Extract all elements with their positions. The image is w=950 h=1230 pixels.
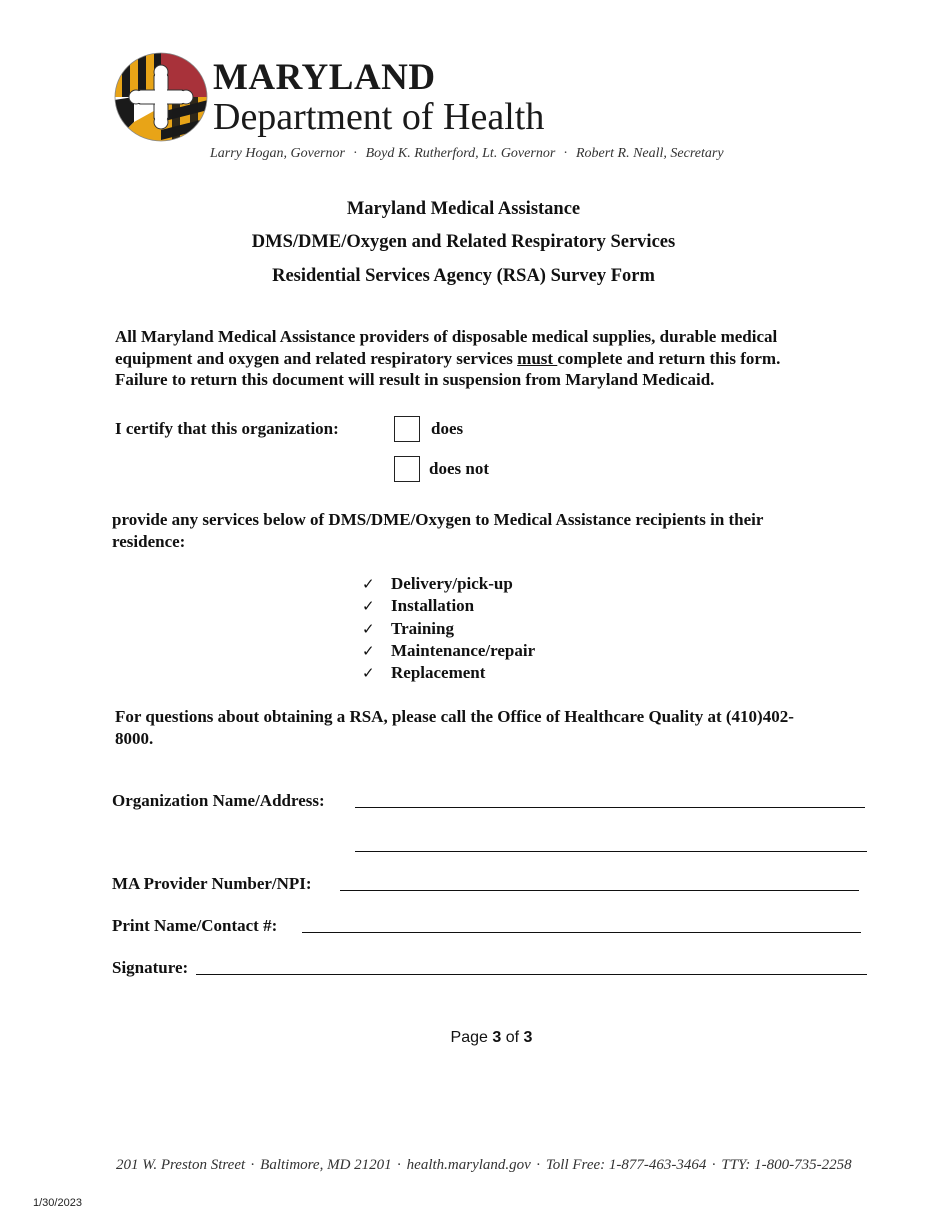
page-total: 3 (523, 1029, 533, 1046)
does-label: does (431, 419, 464, 438)
page-number (0, 1029, 950, 1047)
list-item (362, 595, 535, 617)
lt-governor: Boyd K. Rutherford, Lt. Governor (365, 146, 556, 161)
does-not-label: does not (429, 459, 489, 478)
certify-label: I certify that this organization: (115, 419, 339, 438)
page-prefix: Page (450, 1029, 488, 1046)
list-item (362, 662, 535, 684)
service-training: Training (391, 618, 454, 638)
print-name-line[interactable] (302, 932, 861, 933)
check-icon: ✓ (362, 575, 375, 593)
check-icon: ✓ (362, 664, 375, 683)
footer-separator: · (711, 1157, 717, 1173)
check-icon: ✓ (362, 641, 375, 660)
check-icon: ✓ (362, 597, 375, 616)
footer-tty: TTY: 1-800-735-2258 (721, 1157, 852, 1173)
title-line-1: Maryland Medical Assistance (346, 199, 581, 219)
officials-separator: · (563, 146, 568, 161)
intro-paragraph (115, 326, 815, 391)
service-replacement: Replacement (391, 663, 486, 683)
officials-separator: · (352, 146, 358, 161)
org-name-address-line-2[interactable] (355, 851, 867, 852)
footer-toll-free: Toll Free: 1-877-463-3464 (545, 1157, 707, 1173)
page-current: 3 (492, 1029, 502, 1046)
intro-must: must (517, 348, 558, 368)
date-stamp: 1/30/2023 (33, 1197, 82, 1209)
does-checkbox[interactable] (394, 416, 420, 442)
list-item (362, 618, 535, 640)
intro-text-start: All Maryland Medical Assistance providers of disposable medical supplies, durable medical equipment and oxygen and related respiratory services (115, 327, 778, 368)
department-name: Department of Health (213, 96, 545, 138)
ma-provider-label: MA Provider Number/NPI: (112, 874, 312, 893)
service-installation: Installation (391, 596, 475, 616)
service-maintenance: Maintenance/repair (391, 640, 536, 660)
list-item (362, 573, 535, 595)
org-name-address-label: Organization Name/Address: (112, 791, 325, 810)
print-name-label: Print Name/Contact #: (112, 916, 278, 935)
list-item (362, 640, 535, 662)
ma-provider-line[interactable] (340, 890, 859, 891)
questions-text: For questions about obtaining a RSA, please call the Office of Healthcare Quality at (410)402-8000. (115, 707, 794, 748)
footer-address (116, 1157, 852, 1174)
title-line-2: DMS/DME/Oxygen and Related Respiratory Services (251, 232, 676, 252)
footer-separator: · (535, 1157, 541, 1173)
governor: Larry Hogan, Governor (210, 146, 345, 161)
footer-city: Baltimore, MD 21201 (260, 1157, 392, 1173)
page-of: of (505, 1029, 520, 1046)
services-intro: provide any services below of DMS/DME/Oxygen to Medical Assistance recipients in their residence: (112, 510, 764, 551)
secretary: Robert R. Neall, Secretary (575, 146, 724, 161)
org-name-address-line-1[interactable] (355, 807, 865, 808)
org-name: MARYLAND (213, 57, 436, 98)
does-not-checkbox[interactable] (394, 456, 420, 482)
check-icon: ✓ (362, 619, 375, 638)
service-delivery: Delivery/pick-up (391, 574, 513, 593)
officials-line (210, 146, 724, 162)
footer-website: health.maryland.gov (406, 1157, 531, 1173)
footer-separator: · (396, 1157, 402, 1173)
signature-label: Signature: (112, 958, 189, 977)
footer-street: 201 W. Preston Street (116, 1157, 246, 1173)
services-list (362, 573, 535, 684)
maryland-flag-logo (114, 52, 208, 142)
intro-text-end: complete and return this form. Failure to return this document will result in suspension from Maryland Medicaid. (115, 348, 781, 389)
footer-separator: · (250, 1157, 256, 1173)
signature-line[interactable] (196, 974, 867, 975)
title-line-3: Residential Services Agency (RSA) Survey Form (272, 266, 655, 286)
